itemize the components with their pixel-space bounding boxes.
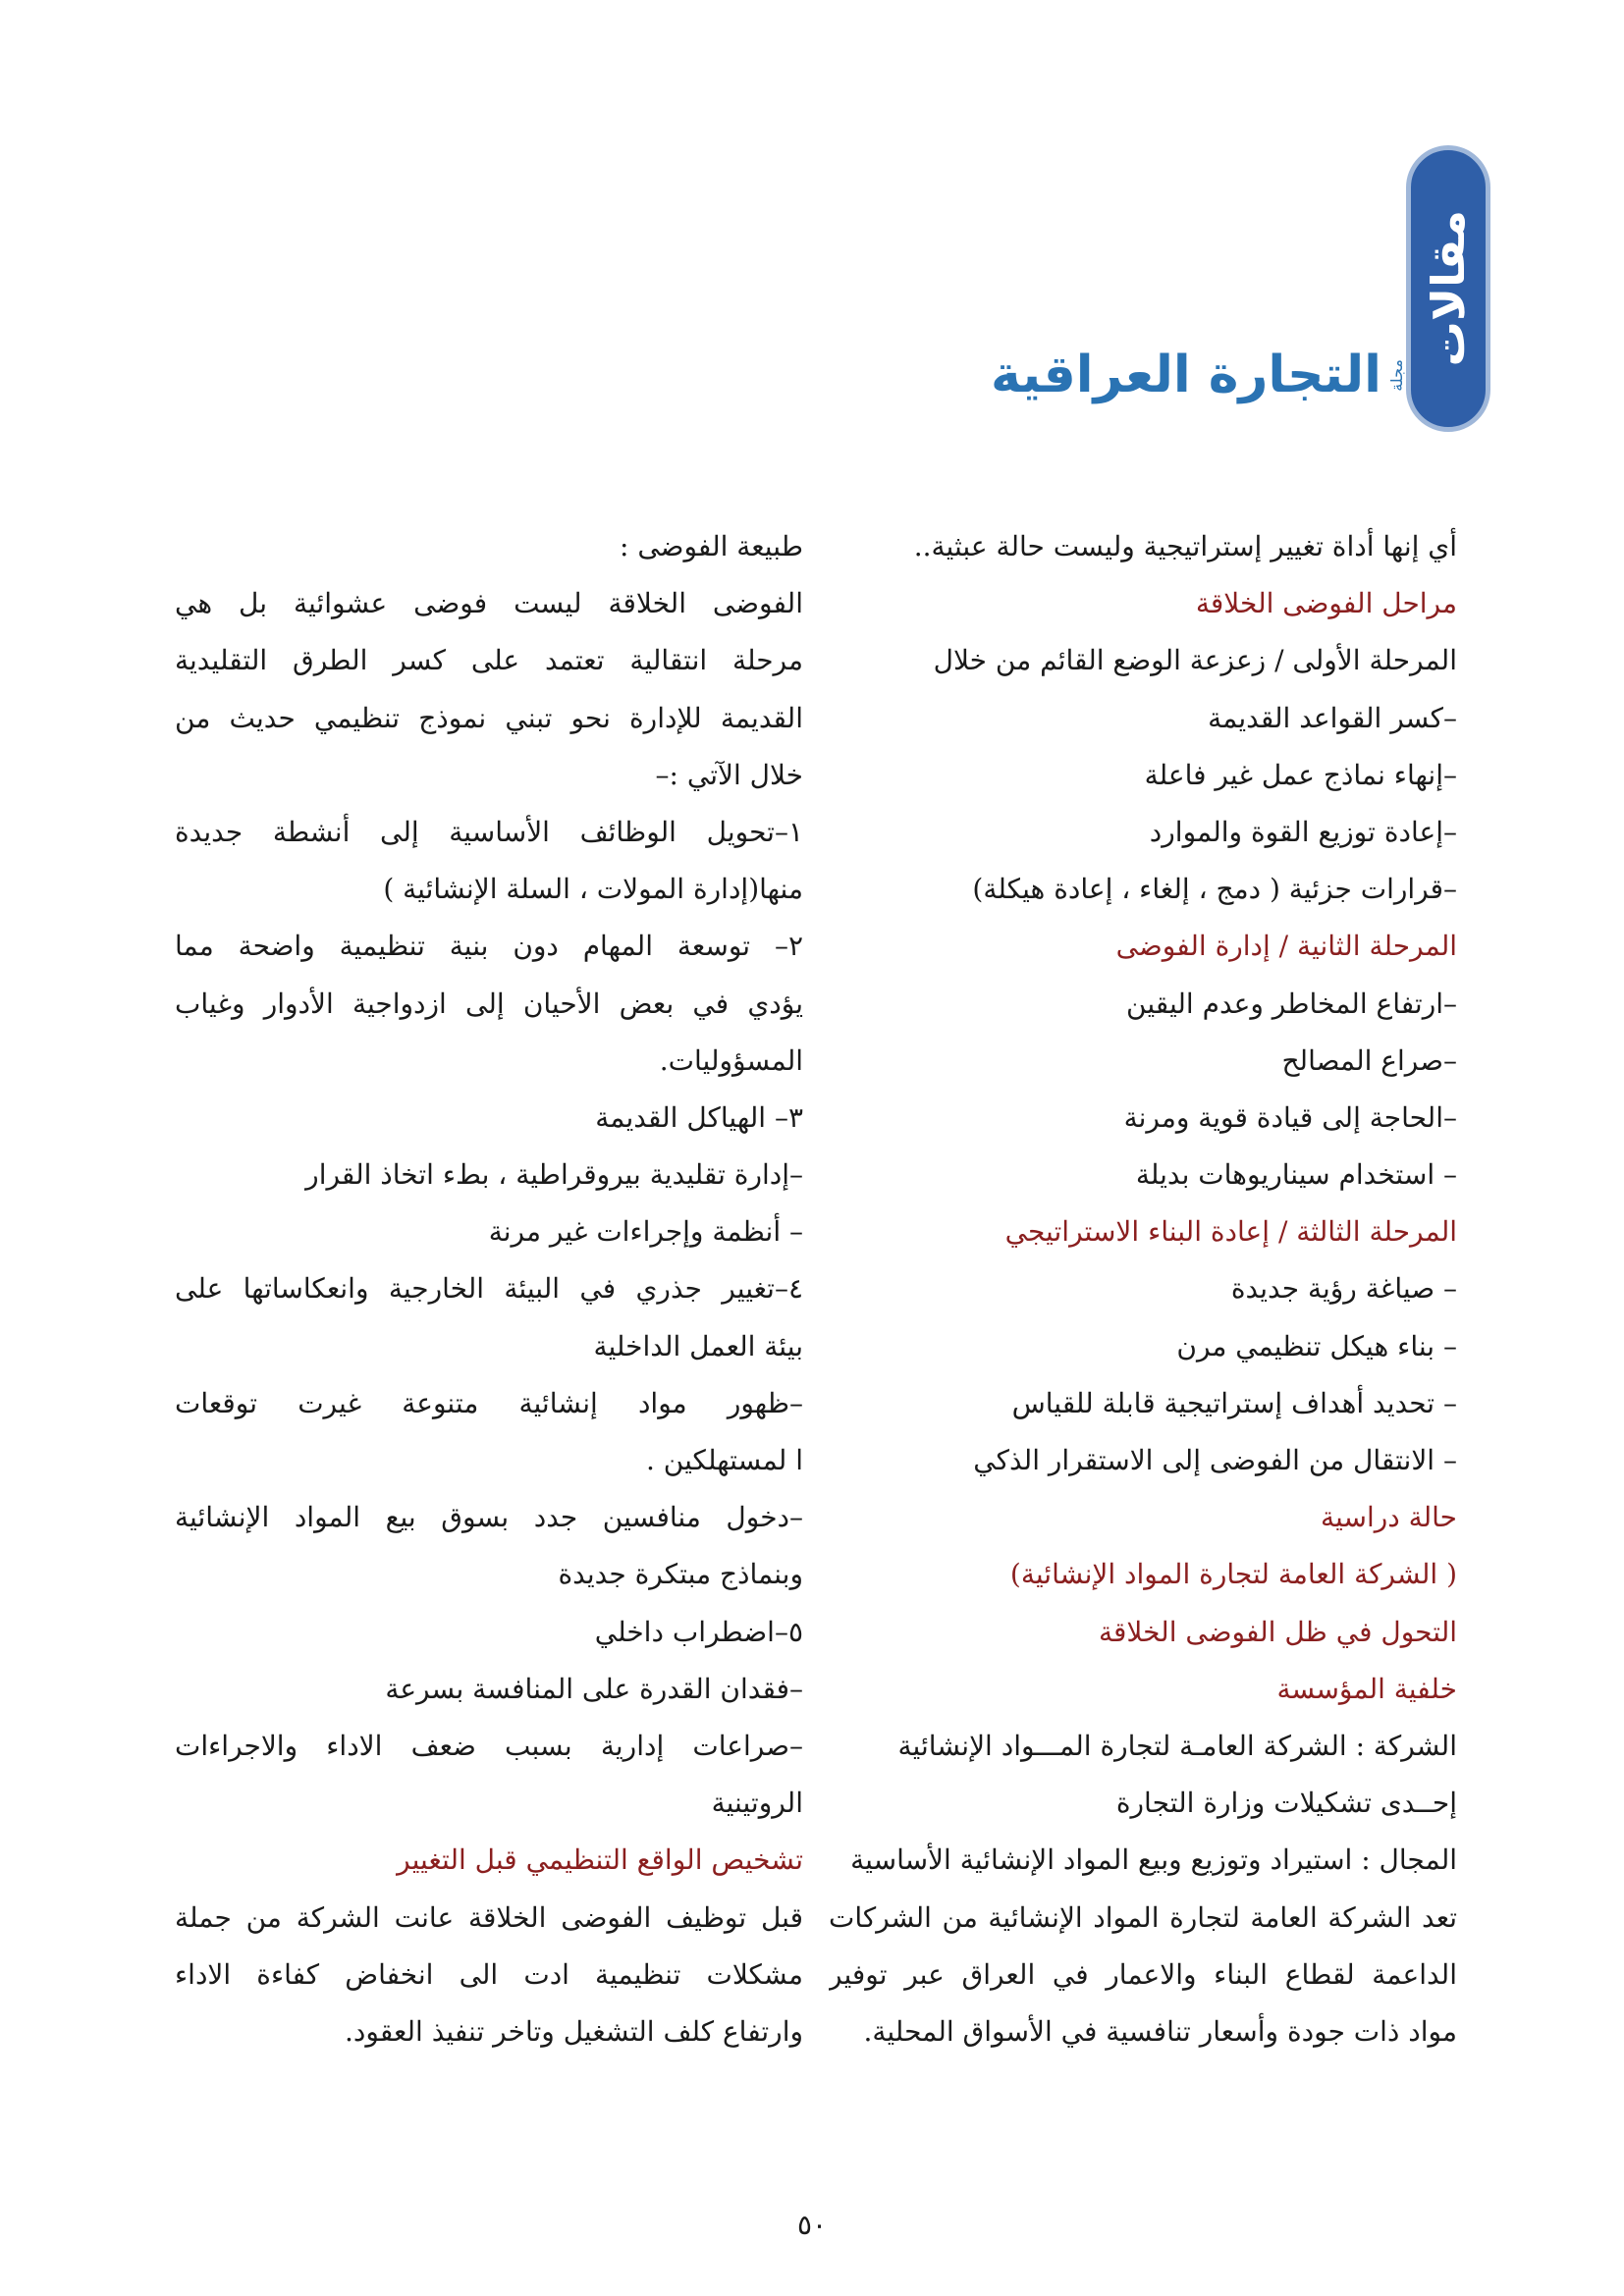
left-column-line: –فقدان القدرة على المنافسة بسرعة [385, 1672, 803, 1705]
right-column-line: إحــدى تشكيلات وزارة التجارة [1115, 1787, 1457, 1820]
right-column-line: تعد الشركة العامة لتجارة المواد الإنشائية من الشركات [829, 1900, 1457, 1934]
left-column-line: الروتينية [711, 1787, 803, 1820]
left-column-line: ٥–اضطراب داخلي [594, 1615, 803, 1648]
left-column-line: ٤–تغيير جذري في البيئة الخارجية وانعكاساتها على [175, 1272, 803, 1306]
right-column-line: مواد ذات جودة وأسعار تنافسية في الأسواق المحلية. [863, 2014, 1457, 2048]
left-column-line: ٢– توسعة المهام دون بنية تنظيمية واضحة مما [175, 930, 803, 963]
left-column-line: –صراعات إدارية بسبب ضعف الاداء والاجراءات [175, 1729, 803, 1762]
masthead-subtitle: مجلة [1387, 358, 1406, 392]
left-column-line: القديمة للإدارة نحو تبني نموذج تنظيمي حديث من [175, 701, 803, 734]
left-column-line: الفوضى الخلاقة ليست فوضى عشوائية بل هي [175, 587, 803, 620]
right-column-line: المرحلة الأولى / زعزعة الوضع القائم من خلال [933, 644, 1457, 677]
left-column-line: خلال الآتي :– [655, 758, 803, 791]
right-column-heading: مراحل الفوضى الخلاقة [1195, 587, 1457, 620]
masthead [991, 346, 1406, 404]
right-column-line: – تحديد أهداف إستراتيجية قابلة للقياس [1011, 1386, 1457, 1419]
left-column [175, 518, 803, 2060]
right-column-heading: حالة دراسية [1321, 1501, 1457, 1534]
right-column-line: – بناء هيكل تنظيمي مرن [1176, 1329, 1457, 1362]
right-column-line: الداعمة لقطاع البناء والاعمار في العراق عبر توفير [829, 1957, 1457, 1991]
left-column-heading: تشخيص الواقع التنظيمي قبل التغيير [397, 1843, 803, 1877]
right-column-line: الشركة : الشركة العامـة لتجارة المـــواد الإنشائية [897, 1729, 1457, 1762]
left-column-line: مرحلة انتقالية تعتمد على كسر الطرق التقليدية [175, 644, 803, 677]
left-column-line: وبنماذج مبتكرة جديدة [558, 1558, 803, 1591]
right-column [829, 518, 1457, 2060]
right-column-line: –ارتفاع المخاطر وعدم اليقين [1126, 987, 1457, 1020]
masthead-title: التجارة العراقية [991, 346, 1381, 404]
right-column-line: –الحاجة إلى قيادة قوية ومرنة [1123, 1100, 1457, 1134]
left-column-line: ١–تحويل الوظائف الأساسية إلى أنشطة جديدة [175, 815, 803, 848]
section-tab [1406, 145, 1490, 432]
left-column-line: بيئة العمل الداخلية [593, 1329, 803, 1362]
left-column-line: المسؤوليات. [659, 1043, 803, 1077]
left-column-line: – أنظمة وإجراءات غير مرنة [488, 1215, 803, 1249]
left-column-line: –إدارة تقليدية بيروقراطية ، بطء اتخاذ القرار [305, 1158, 803, 1192]
right-column-line: –إعادة توزيع القوة والموارد [1149, 815, 1457, 848]
right-column-heading: المرحلة الثانية / إدارة الفوضى [1115, 930, 1457, 963]
section-label: مقالات [1422, 210, 1475, 367]
right-column-line: –صراع المصالح [1281, 1043, 1457, 1077]
left-column-line: طبيعة الفوضى : [620, 530, 803, 562]
right-column-heading: ( الشركة العامة لتجارة المواد الإنشائية) [1009, 1558, 1457, 1591]
left-column-line: –ظهور مواد إنشائية متنوعة غيرت توقعات [175, 1386, 803, 1419]
left-column-line: مشكلات تنظيمية ادت الى انخفاض كفاءة الاداء [175, 1957, 803, 1991]
right-column-heading: المرحلة الثالثة / إعادة البناء الاستراتيجي [1004, 1215, 1457, 1249]
page-number: ٥٠ [796, 2209, 828, 2241]
right-column-line: –إنهاء نماذج عمل غير فاعلة [1144, 758, 1457, 791]
right-column-heading: خلفية المؤسسة [1276, 1672, 1457, 1705]
left-column-line: ا لمستهلكين . [645, 1444, 803, 1476]
left-column-line: ٣– الهياكل القديمة [595, 1100, 803, 1134]
left-column-line: وارتفاع كلف التشغيل وتاخر تنفيذ العقود. [345, 2014, 803, 2048]
right-column-heading: التحول في ظل الفوضى الخلاقة [1099, 1615, 1457, 1648]
right-column-line: – الانتقال من الفوضى إلى الاستقرار الذكي [973, 1444, 1457, 1476]
left-column-line: منها(إدارة المولات ، السلة الإنشائية ) [383, 873, 803, 906]
left-column-line: يؤدي في بعض الأحيان إلى ازدواجية الأدوار وغياب [175, 987, 803, 1020]
right-column-line: – استخدام سيناريوهات بديلة [1135, 1158, 1457, 1192]
right-column-line: المجال : استيراد وتوزيع وبيع المواد الإنشائية الأساسية [850, 1843, 1457, 1877]
right-column-line: –قرارات جزئية ( دمج ، إلغاء ، إعادة هيكلة) [972, 873, 1457, 906]
left-column-line: –دخول منافسين جدد بسوق بيع المواد الإنشائية [175, 1501, 803, 1534]
right-column-line: –كسر القواعد القديمة [1208, 701, 1457, 734]
left-column-line: قبل توظيف الفوضى الخلاقة عانت الشركة من جملة [175, 1900, 803, 1934]
right-column-line: – صياغة رؤية جديدة [1230, 1272, 1457, 1306]
right-column-line: أي إنها أداة تغيير إستراتيجية وليست حالة عبثية.. [913, 530, 1457, 562]
